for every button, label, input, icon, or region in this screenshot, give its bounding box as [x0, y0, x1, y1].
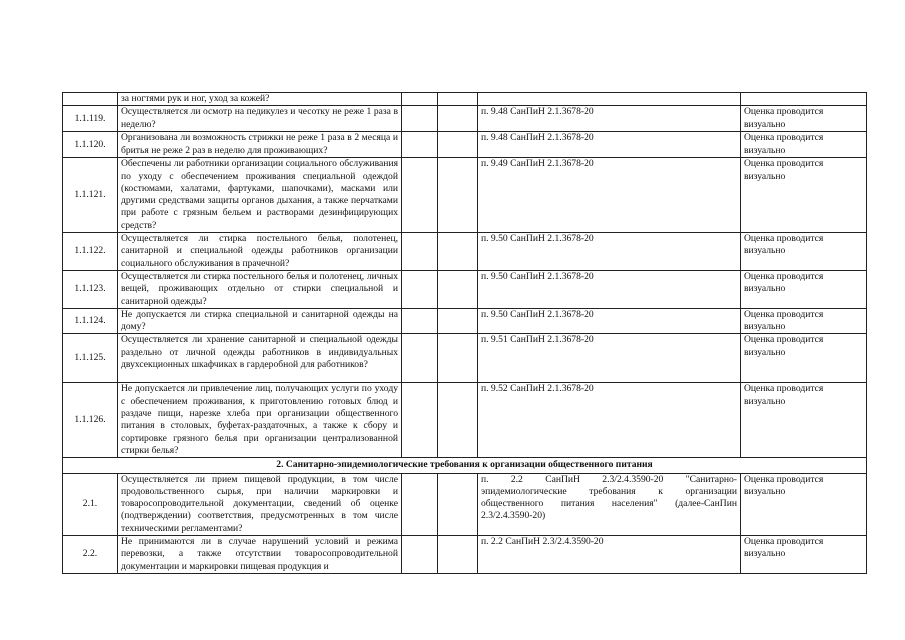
row-number: 1.1.126. — [63, 383, 118, 458]
regulation-reference: п. 9.52 СанПиН 2.1.3678-20 — [478, 383, 741, 458]
requirement-question: Не допускается ли стирка специальной и санитарной одежды на дому? — [118, 308, 402, 334]
answer-yes-cell — [402, 334, 438, 383]
answer-yes-cell — [402, 536, 438, 574]
requirement-question: Осуществляется ли осмотр на педикулез и чесотку не реже 1 раза в неделю? — [118, 106, 402, 132]
answer-yes-cell — [402, 233, 438, 271]
regulation-reference: п. 9.50 СанПиН 2.1.3678-20 — [478, 233, 741, 271]
table-row — [63, 132, 867, 158]
table-row — [63, 473, 867, 535]
answer-yes-cell — [402, 270, 438, 308]
row-number: 1.1.121. — [63, 158, 118, 233]
evaluation-note: Оценка проводится визуально — [741, 233, 867, 271]
answer-no-cell — [438, 106, 478, 132]
answer-yes-cell — [402, 158, 438, 233]
answer-yes-cell — [402, 106, 438, 132]
evaluation-note: Оценка проводится визуально — [741, 383, 867, 458]
table-row — [63, 334, 867, 383]
table-row — [63, 233, 867, 271]
regulation-reference: п. 2.2 СанПиН 2.3/2.4.3590-20 — [478, 536, 741, 574]
evaluation-note: Оценка проводится визуально — [741, 308, 867, 334]
table-row — [63, 383, 867, 458]
answer-yes-cell — [402, 93, 438, 106]
answer-no-cell — [438, 383, 478, 458]
requirement-question: за ногтями рук и ног, уход за кожей? — [118, 93, 402, 106]
row-number: 1.1.119. — [63, 106, 118, 132]
regulation-reference: п. 9.51 СанПиН 2.1.3678-20 — [478, 334, 741, 383]
answer-no-cell — [438, 233, 478, 271]
evaluation-note: Оценка проводится визуально — [741, 536, 867, 574]
regulation-reference: п. 9.49 СанПиН 2.1.3678-20 — [478, 158, 741, 233]
answer-no-cell — [438, 93, 478, 106]
evaluation-note: Оценка проводится визуально — [741, 334, 867, 383]
row-number — [63, 93, 118, 106]
requirement-question: Осуществляется ли прием пищевой продукции, в том числе продовольственного сырья, при наличии маркировки и товаросопроводительной документации, сведений об оценке (подтверждении) соответствия, предусмотренных в том числе техническими регламентами? — [118, 473, 402, 535]
row-number: 1.1.125. — [63, 334, 118, 383]
requirement-question: Осуществляется ли стирка постельного белья, полотенец, санитарной и специальной одежды работников организации социального обслуживания в прачечной? — [118, 233, 402, 271]
table-row — [63, 106, 867, 132]
row-number: 2.2. — [63, 536, 118, 574]
answer-no-cell — [438, 334, 478, 383]
answer-no-cell — [438, 308, 478, 334]
answer-no-cell — [438, 536, 478, 574]
row-number: 1.1.123. — [63, 270, 118, 308]
answer-yes-cell — [402, 132, 438, 158]
table-row — [63, 158, 867, 233]
requirement-question: Не принимаются ли в случае нарушений условий и режима перевозки, а также отсутствии товаросопроводительной документации и маркировки пищевая продукция и — [118, 536, 402, 574]
table-row — [63, 536, 867, 574]
answer-no-cell — [438, 270, 478, 308]
row-number: 1.1.124. — [63, 308, 118, 334]
regulation-reference — [478, 93, 741, 106]
section-header-row — [63, 458, 867, 473]
section-title: 2. Санитарно-эпидемиологические требования к организации общественного питания — [63, 458, 867, 473]
evaluation-note: Оценка проводится визуально — [741, 158, 867, 233]
answer-yes-cell — [402, 473, 438, 535]
requirement-question: Организована ли возможность стрижки не реже 1 раза в 2 месяца и бритья не реже 2 раз в неделю для проживающих? — [118, 132, 402, 158]
regulation-reference: п. 9.48 СанПиН 2.1.3678-20 — [478, 132, 741, 158]
regulation-reference: п. 9.48 СанПиН 2.1.3678-20 — [478, 106, 741, 132]
checklist-page — [62, 92, 866, 574]
table-row — [63, 93, 867, 106]
evaluation-note — [741, 93, 867, 106]
answer-yes-cell — [402, 383, 438, 458]
regulation-reference: п. 2.2 СанПиН 2.3/2.4.3590-20 "Санитарно-эпидемиологические требования к организации общественного питания населения" (далее-СанПин 2.3/2.4.3590-20) — [478, 473, 741, 535]
requirement-question: Осуществляется ли стирка постельного белья и полотенец, личных вещей, проживающих отдельно от стирки специальной и санитарной одежды? — [118, 270, 402, 308]
answer-no-cell — [438, 473, 478, 535]
evaluation-note: Оценка проводится визуально — [741, 270, 867, 308]
answer-yes-cell — [402, 308, 438, 334]
row-number: 2.1. — [63, 473, 118, 535]
table-row — [63, 270, 867, 308]
requirement-question: Осуществляется ли хранение санитарной и специальной одежды раздельно от личной одежды работников в индивидуальных двухсекционных шкафчиках в гардеробной для работников? — [118, 334, 402, 383]
answer-no-cell — [438, 132, 478, 158]
table-row — [63, 308, 867, 334]
evaluation-note: Оценка проводится визуально — [741, 106, 867, 132]
requirement-question: Обеспечены ли работники организации социального обслуживания по уходу с обеспечением проживания специальной одеждой (костюмами, халатами, фартуками, шапочками), масками или другими средствами защиты органов дыхания, а также перчатками при работе с грязным бельем и растворами дезинфицирующих средств? — [118, 158, 402, 233]
evaluation-note: Оценка проводится визуально — [741, 132, 867, 158]
answer-no-cell — [438, 158, 478, 233]
regulation-reference: п. 9.50 СанПиН 2.1.3678-20 — [478, 270, 741, 308]
evaluation-note: Оценка проводится визуально — [741, 473, 867, 535]
checklist-table — [62, 92, 867, 574]
row-number: 1.1.122. — [63, 233, 118, 271]
regulation-reference: п. 9.50 СанПиН 2.1.3678-20 — [478, 308, 741, 334]
requirement-question: Не допускается ли привлечение лиц, получающих услуги по уходу с обеспечением проживания, к приготовлению готовых блюд и раздаче пищи, нарезке хлеба при организации общественного питания в столовых, буфетах-раздаточных, а также к сбору и сортировке грязного белья при организации централизованной стирки белья? — [118, 383, 402, 458]
row-number: 1.1.120. — [63, 132, 118, 158]
